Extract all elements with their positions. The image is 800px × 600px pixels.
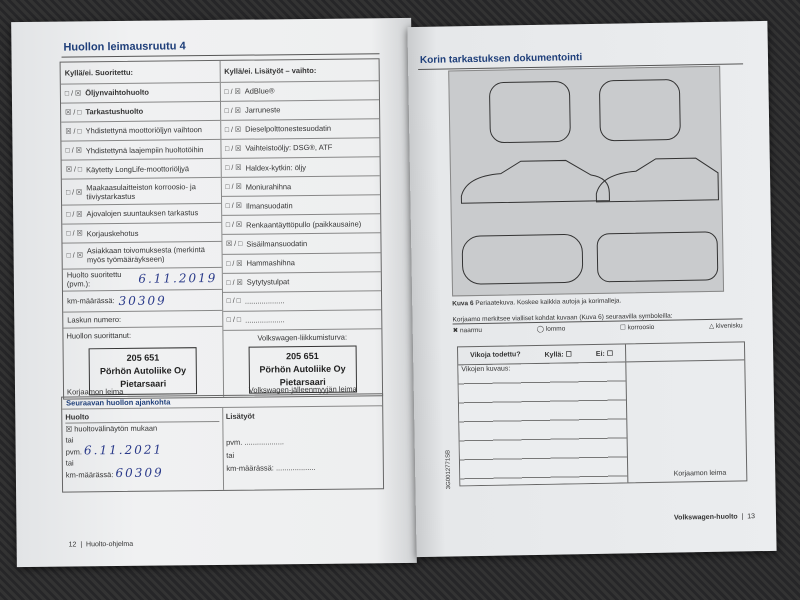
table-row bbox=[221, 176, 380, 197]
item-label: ................... bbox=[244, 296, 285, 306]
item-label: Ilmansuodatin bbox=[245, 200, 293, 211]
item-label: Dieselpolttonestesuodatin bbox=[245, 124, 332, 134]
yes-no-checkbox[interactable]: ☒ / □ bbox=[65, 166, 83, 174]
page-number: 12 bbox=[68, 541, 77, 549]
item-label: Yhdistettynä laajempiin huoltotöihin bbox=[85, 144, 204, 155]
symbol-scratch: ✖ naarmu bbox=[452, 326, 483, 335]
yes-no-checkbox[interactable]: ☒ / □ bbox=[225, 241, 243, 249]
interval-checkbox[interactable]: ☒ huoltovälinäytön mukaan bbox=[65, 423, 158, 434]
stamp-line: 205 651 bbox=[126, 352, 160, 363]
stamp-line: 205 651 bbox=[286, 350, 319, 362]
yes-no-checkbox[interactable]: □ / □ bbox=[226, 298, 241, 306]
header-left: Kyllä/ei. Suoritettu: bbox=[64, 67, 134, 78]
side-code: 3G0012771SB bbox=[445, 449, 453, 490]
car-rear-view bbox=[489, 81, 570, 142]
yes-checkbox[interactable]: ☐ bbox=[565, 350, 572, 358]
table-row bbox=[222, 234, 381, 255]
yes-no-checkbox[interactable]: □ / ☒ bbox=[66, 230, 83, 238]
car-side-left bbox=[461, 160, 610, 204]
car-outlines bbox=[449, 67, 725, 298]
table-row bbox=[62, 223, 221, 244]
next-km-value: 60309 bbox=[115, 465, 164, 481]
table-row bbox=[62, 204, 221, 225]
table-row bbox=[61, 102, 220, 123]
item-label: Vaihteistoöljy: DSG®, ATF bbox=[245, 143, 333, 154]
car-diagram bbox=[448, 66, 724, 297]
table-row bbox=[223, 291, 382, 312]
workshop-stamp-label: Korjaamon leima bbox=[673, 469, 727, 478]
car-front-view bbox=[599, 79, 680, 140]
or-label: tai bbox=[65, 458, 74, 468]
caption-label: Kuva 6 bbox=[452, 300, 474, 308]
yes-no-checkbox[interactable]: □ / ☒ bbox=[66, 252, 83, 260]
yes-no-checkbox[interactable]: □ / ☒ bbox=[226, 260, 243, 268]
instruction: Korjaamo merkitsee vialliset kohdat kuvaan (Kuva 6) seuraavilla symboleilla: bbox=[452, 311, 742, 324]
mobility-label: Volkswagen-liikkumisturva: bbox=[257, 332, 348, 343]
stamp-line: Pietarsaari bbox=[279, 376, 326, 388]
right-page: Korin tarkastuksen dokumentointi Kuva 6 Periaatekuva. Koskee kaikkia autoja ja korimalleja. Korjaamo merkitsee vialliset kohdat kuvaan (Kuva 6) seuraavilla symboleilla: ✖ naarmu ◯ lommo ☐ korroosio △ kivenisku Vikoja todettu? Kyllä: ☐ Ei: ☐ Vikojen kuvaus: Korjaamon leima 3G0012771SB Volkswagen-huolto | 13 bbox=[407, 21, 776, 557]
extra-work-column bbox=[220, 59, 382, 397]
stamp-line: Pörhön Autoliike Oy bbox=[99, 365, 187, 377]
table-row bbox=[62, 178, 221, 205]
defects-table bbox=[457, 341, 747, 486]
next-service-table bbox=[61, 393, 384, 492]
page-title: Korin tarkastuksen dokumentointi bbox=[419, 52, 583, 66]
title-rule bbox=[62, 53, 380, 57]
yes-no-checkbox[interactable]: ☒ / □ bbox=[65, 128, 82, 136]
yes-no-checkbox[interactable]: □ / ☒ bbox=[224, 88, 241, 96]
yes-no-checkbox[interactable]: □ / ☒ bbox=[225, 183, 242, 192]
service-date: 6.11.2019 bbox=[138, 271, 218, 286]
yes-label: Kyllä: bbox=[544, 351, 564, 359]
caption: Periaatekuva. Koskee kaikkia autoja ja korimalleja. bbox=[475, 297, 622, 308]
service-date-label: Huolto suoritettu (pvm.): bbox=[66, 270, 122, 289]
item-label: Sisäilmansuodatin bbox=[246, 239, 308, 249]
table-row bbox=[61, 83, 220, 104]
table-row bbox=[221, 157, 380, 178]
car-side-right bbox=[596, 158, 719, 202]
item-label: Hammashihna bbox=[246, 258, 295, 268]
symbol-corrosion: ☐ korroosio bbox=[619, 323, 655, 332]
symbol-dent: ◯ lommo bbox=[536, 325, 566, 333]
yes-no-checkbox[interactable]: □ / □ bbox=[226, 317, 242, 325]
table-row bbox=[222, 253, 381, 274]
table-row bbox=[61, 121, 220, 142]
table-row bbox=[221, 100, 380, 121]
item-label: Käytetty LongLife-moottoriöljyä bbox=[86, 163, 190, 175]
item-label: Asiakkaan toivomuksesta (merkintä myös työmääräykseen) bbox=[86, 245, 205, 265]
next-service-title: Seuraavan huollon ajankohta bbox=[66, 397, 171, 408]
table-row bbox=[220, 81, 379, 102]
yes-no-checkbox[interactable]: □ / ☒ bbox=[226, 279, 243, 287]
footer-text: Huolto-ohjelma bbox=[86, 540, 134, 549]
performed-column bbox=[61, 61, 224, 399]
table-row bbox=[222, 272, 381, 293]
yes-no-checkbox[interactable]: □ / ☒ bbox=[224, 145, 242, 153]
km-value: 30309 bbox=[118, 293, 167, 308]
table-row bbox=[221, 119, 380, 140]
workshop-stamp-label: Korjaamon leima bbox=[66, 386, 124, 397]
table-row bbox=[62, 242, 221, 269]
item-label: AdBlue® bbox=[244, 86, 275, 96]
yes-no-checkbox[interactable]: □ / ☒ bbox=[225, 222, 243, 230]
description-label: Vikojen kuvaus: bbox=[461, 365, 511, 374]
item-label: Jarruneste bbox=[244, 105, 281, 115]
extra-km-field: km-määrässä: ................... bbox=[226, 462, 316, 473]
yes-no-checkbox[interactable]: □ / ☒ bbox=[225, 164, 242, 172]
yes-no-checkbox[interactable]: □ / ☒ bbox=[225, 202, 242, 211]
next-date-label: pvm. bbox=[65, 447, 82, 457]
yes-no-checkbox[interactable]: □ / ☒ bbox=[66, 211, 83, 219]
stamp-line: Pietarsaari bbox=[120, 378, 167, 389]
table-row bbox=[223, 310, 382, 331]
header-right: Kyllä/ei. Lisätyöt – vaihto: bbox=[224, 65, 317, 76]
next-date-value: 6.11.2021 bbox=[83, 442, 164, 458]
no-checkbox[interactable]: ☐ bbox=[606, 350, 614, 358]
yes-no-checkbox[interactable]: □ / ☒ bbox=[224, 126, 242, 134]
table-row bbox=[222, 195, 381, 216]
extra-date-field: pvm. ................... bbox=[226, 437, 285, 447]
table-row bbox=[222, 215, 381, 236]
item-label: Korjauskehotus bbox=[86, 228, 139, 238]
no-label: Ei: bbox=[595, 350, 605, 358]
page-number: 13 bbox=[747, 513, 756, 521]
or-label: tai bbox=[226, 450, 235, 460]
item-label: Haldex-kytkin: öljy bbox=[245, 162, 307, 173]
table-row bbox=[62, 159, 221, 180]
symbol-stone-chip: △ kivenisku bbox=[709, 322, 743, 330]
item-label: Maakaasulaitteiston korroosio- ja tiiviystarkastus bbox=[86, 181, 196, 201]
performed-by-label: Huollon suorittanut: bbox=[66, 330, 132, 341]
item-label: Moniurahihna bbox=[245, 181, 292, 192]
footer-text: Volkswagen-huolto bbox=[673, 513, 738, 522]
service-table bbox=[60, 58, 384, 399]
car-top-view bbox=[462, 234, 583, 284]
page-title: Huollon leimausruutu 4 bbox=[63, 40, 186, 54]
invoice-label: Laskun numero: bbox=[67, 315, 122, 325]
item-label: Sytytystulpat bbox=[246, 277, 290, 287]
col-service: Huolto bbox=[65, 410, 219, 424]
yes-no-checkbox[interactable]: □ / ☒ bbox=[64, 90, 82, 98]
table-row bbox=[61, 140, 220, 161]
table-row bbox=[221, 138, 380, 159]
item-label: Ajovalojen suuntauksen tarkastus bbox=[86, 208, 199, 219]
or-label: tai bbox=[65, 435, 74, 445]
defects-question: Vikoja todettu? bbox=[470, 351, 521, 360]
yes-no-checkbox[interactable]: □ / ☒ bbox=[65, 147, 82, 155]
next-km-label: km-määrässä: bbox=[65, 470, 114, 480]
yes-no-checkbox[interactable]: □ / ☒ bbox=[224, 107, 241, 115]
item-label: Yhdistettynä moottoriöljyn vaihtoon bbox=[85, 125, 203, 136]
left-page: Huollon leimausruutu 4 Kyllä/ei. Suoritettu: □ / ☒ Öljynvaihtohuolto ☒ / □ Tarkastushuolto ☒ / □ Yhdistettynä moottoriöljyn vaihtoon □ / ☒ Yhdistettynä laajempiin huoltotöihin ☒ / □ Käytetty LongLife-moottoriöljyä □ / ☒ Maakaasulaitteiston korroosio- ja tiiviystarkastus □ / ☒ Ajovalojen suuntauksen tarkastus □ / ☒ Korjauskehotus □ / ☒ Asiakkaan toivomuksesta (merkintä myös työmääräykseen) Huolto suoritettu (pvm.): 6.11.2019 km-määrässä: 30309 Laskun numero: Huollon suorittanut: 205 651 Pörhön Autoliike Oy Pietarsaari Korjaamon leima Kyllä/ei. Lisätyöt – vaihto: □ / ☒ AdBlue® □ / ☒ Jarruneste □ / ☒ Dieselpolttonestesuodatin □ / ☒ Vaihteistoöljy: DSG®, ATF □ / ☒ Haldex-kytkin: öljy □ / ☒ Moniurahihna □ / ☒ Ilmansuodatin □ / ☒ Renkaantäyttöpullo (paikkausaine) ☒ / □ Sisäilmansuodatin □ / ☒ Hammashihna □ / ☒ Sytytystulpat □ / □ ................... □ / □ ................... Volkswagen-liikkumisturva: 205 651 Pörhön Autoliike Oy Pietarsaari Volkswagen-jälleenmyyjän leima Seuraavan huollon ajankohta Huolto ☒ huoltovälinäytön mukaan tai pvm. 6.11.2021 tai km-määrässä: 60309 Lisätyöt pvm. ................... tai km-määrässä: ................... 12 | Huolto-ohjelma bbox=[11, 18, 417, 567]
dealer-stamp-label: Volkswagen-jälleenmyyjän leima bbox=[248, 384, 357, 395]
yes-no-checkbox[interactable]: ☒ / □ bbox=[65, 109, 82, 117]
item-label: Renkaantäyttöpullo (paikkausaine) bbox=[246, 219, 362, 230]
km-label: km-määrässä: bbox=[67, 296, 115, 306]
item-label: Öljynvaihtohuolto bbox=[85, 87, 150, 98]
col-extra: Lisätyöt bbox=[225, 411, 255, 421]
car-underbody-view bbox=[597, 232, 718, 282]
item-label: Tarkastushuolto bbox=[85, 107, 144, 117]
yes-no-checkbox[interactable]: □ / ☒ bbox=[65, 188, 83, 197]
item-label: ................... bbox=[245, 315, 285, 326]
stamp-line: Pörhön Autoliike Oy bbox=[259, 363, 346, 375]
